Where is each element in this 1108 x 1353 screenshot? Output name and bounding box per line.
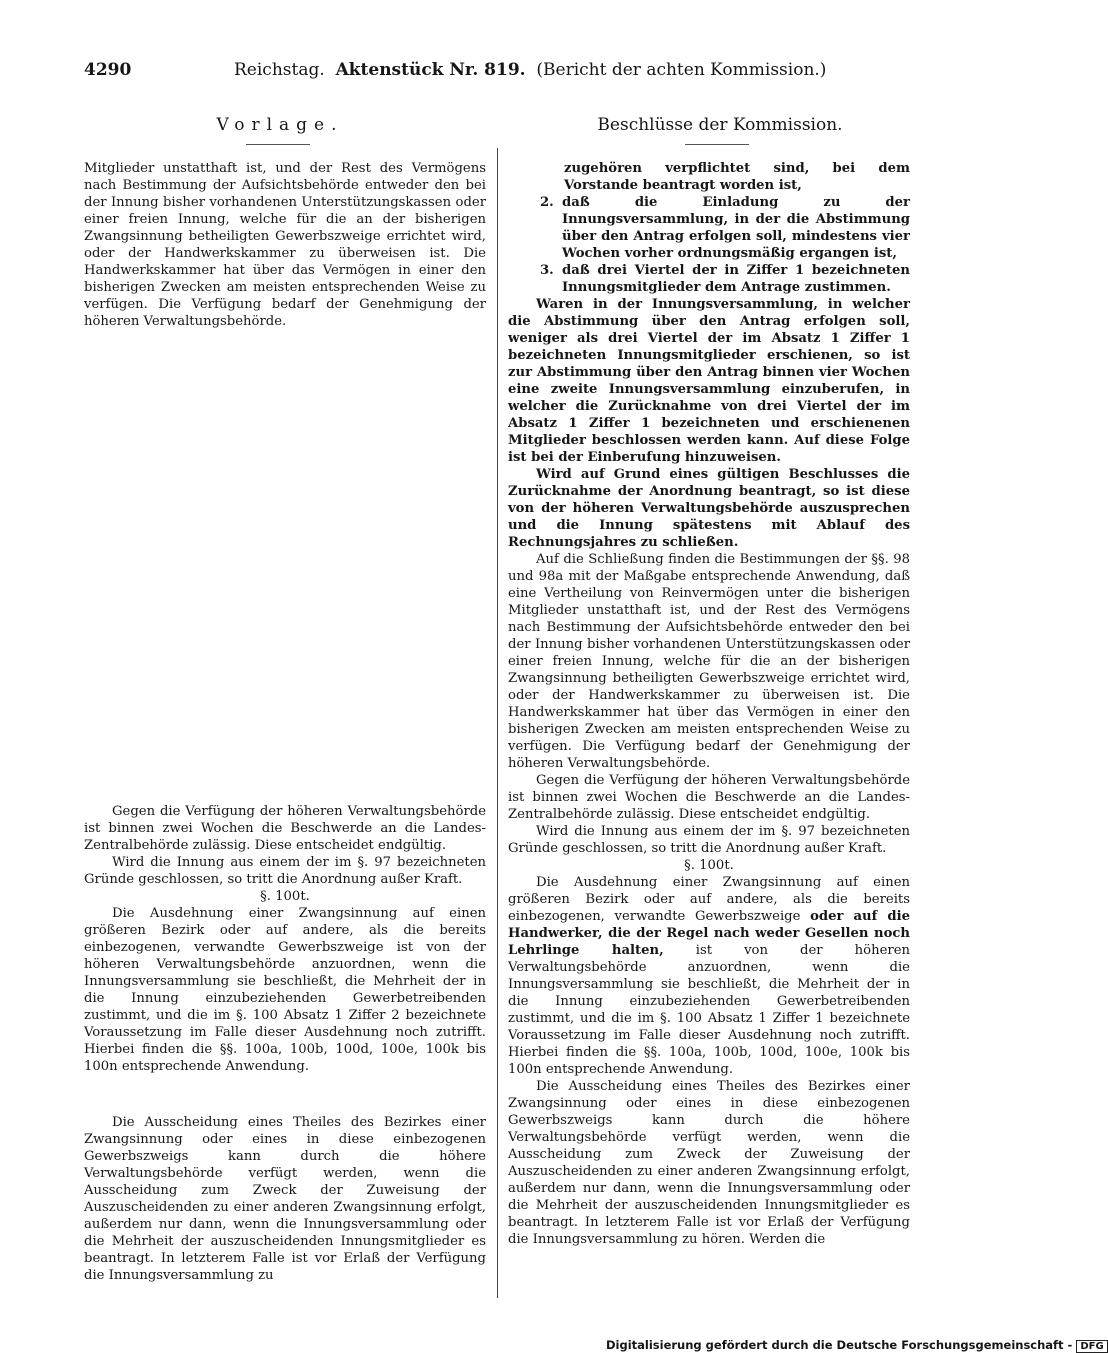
digitization-footer	[606, 1338, 1104, 1353]
separation-paragraph: Die Ausscheidung eines Theiles des Bezirkes einer Zwangsinnung oder eines in diese einbezogenen Gewerbszweigs kann durch die höhere Verwaltungsbehörde verfügt werden, wenn die Ausscheidung zum Zweck der Zuweisung der Auszuscheidenden zu einer anderen Zwangsinnung erfolgt, außerdem nur dann, wenn die Innungsversammlung oder die Mehrheit der auszuscheidenden Innungsmitglieder es beantragt. In letzterem Falle ist vor Erlaß der Verfügung die Innungsversammlung zu hören. Werden die	[508, 1079, 910, 1247]
closure-paragraph: Auf die Schließung finden die Bestimmungen der §§. 98 und 98a mit der Maßgabe entsprechende Anwendung, daß eine Vertheilung von Reinvermögen unter die bisherigen Mitglieder unstatthaft ist, und der Rest des Vermögens nach Bestimmung der Aufsichtsbehörde entweder den bei der Innung bisher vorhandenen Unterstützungskassen oder einer freien Innung, welche für die an der bisherigen Zwangsinnung betheiligten Gewerbszweige errichtet wird, oder der Handwerkskammer zu überweisen ist. Die Handwerkskammer hat über das Vermögen in einer den bisherigen Zwecken am meisten entsprechenden Weise zu verfügen. Die Verfügung bedarf der Genehmigung der höheren Verwaltungsbehörde.	[508, 552, 910, 771]
column-divider	[497, 148, 498, 1298]
list-item	[508, 194, 910, 262]
left-separation-block	[84, 1114, 486, 1284]
list-item	[508, 262, 910, 296]
footer-credit: Digitalisierung gefördert durch die Deutsche Forschungsgemeinschaft -	[606, 1338, 1073, 1352]
dissolve-paragraph: Wird die Innung aus einem der im §. 97 bezeichneten Gründe geschlossen, so tritt die Anordnung außer Kraft.	[84, 855, 486, 887]
second-vote-paragraph: Waren in der Innungsversammlung, in welcher die Abstimmung über den Antrag erfolgen soll, weniger als drei Viertel der im Absatz 1 Ziffer 1 bezeichneten Innungsmitglieder erschienen, so ist zur Abstimmung über den Antrag binnen vier Wochen eine zweite Innungsversammlung einzuberufen, in welcher die Zurücknahme von drei Viertel der im Absatz 1 Ziffer 1 bezeichneten und erschienenen Mitglieder beschlossen werden kann. Auf diese Folge ist bei der Einberufung hinzuweisen.	[508, 297, 910, 465]
left-appeal-block	[84, 803, 486, 1075]
appeal-paragraph: Gegen die Verfügung der höheren Verwaltungsbehörde ist binnen zwei Wochen die Beschwerde an die Landes-Zentralbehörde zulässig. Diese entscheidet endgültig.	[84, 804, 486, 853]
list-text: daß die Einladung zu der Innungsversammlung, in der die Abstimmung über den Antrag erfolgen soll, mindestens vier Wochen vorher ordnungsmäßig ergangen ist,	[562, 195, 910, 261]
dissolve-paragraph: Wird die Innung aus einem der im §. 97 bezeichneten Gründe geschlossen, so tritt die Anordnung außer Kraft.	[508, 824, 910, 856]
extension-text: ist von der höheren Verwaltungsbehörde anzuordnen, wenn die Innungsversammlung sie beschließt, die Mehrheit der in die Innung einzubeziehenden Gewerbetreibenden zustimmt, und die im §. 100 Absatz 1 Ziffer 1 bezeichnete Voraussetzung im Falle dieser Ausdehnung noch zutrifft. Hierbei finden die §§. 100a, 100b, 100d, 100e, 100k bis 100n entsprechende Anwendung.	[508, 943, 910, 1077]
extension-paragraph	[508, 874, 910, 1078]
list-number: 3.	[540, 263, 554, 278]
section-heading: §. 100t.	[684, 858, 734, 873]
page-number: 4290	[84, 60, 132, 80]
reichstag-label: Reichstag.	[234, 60, 325, 80]
list-text: daß drei Viertel der in Ziffer 1 bezeichneten Innungsmitglieder dem Antrage zustimmen.	[562, 263, 910, 295]
dfg-logo-icon: DFG	[1076, 1340, 1107, 1353]
extension-paragraph: Die Ausdehnung einer Zwangsinnung auf einen größeren Bezirk oder auf andere, als die bereits einbezogenen, verwandte Gewerbszweige ist von der höheren Verwaltungsbehörde anzuordnen, wenn die Innungsversammlung sie beschließt, die Mehrheit der in die Innung einzubeziehenden Gewerbetreibenden zustimmt, und die im §. 100 Absatz 1 Ziffer 2 bezeichnete Voraussetzung im Falle dieser Ausdehnung noch zutrifft. Hierbei finden die §§. 100a, 100b, 100d, 100e, 100k bis 100n entsprechende Anwendung.	[84, 906, 486, 1074]
section-heading: §. 100t.	[260, 889, 310, 904]
right-column	[508, 160, 910, 1248]
continuation-text: zugehören verpflichtet sind, bei dem Vorstande beantragt worden ist,	[564, 161, 910, 193]
left-top-paragraph	[84, 160, 486, 330]
separation-paragraph: Die Ausscheidung eines Theiles des Bezirkes einer Zwangsinnung oder eines in diese einbezogenen Gewerbszweigs kann durch die höhere Verwaltungsbehörde verfügt werden, wenn die Ausscheidung zum Zweck der Zuweisung der Auszuscheidenden zu einer anderen Zwangsinnung erfolgt, außerdem nur dann, wenn die Innungsversammlung oder die Mehrheit der auszuscheidenden Innungsmitglieder es beantragt. In letzterem Falle ist vor Erlaß der Verfügung die Innungsversammlung zu	[84, 1115, 486, 1283]
page-header	[84, 60, 914, 86]
report-label: (Bericht der achten Kommission.)	[536, 60, 827, 80]
list-number: 2.	[540, 195, 554, 210]
revocation-paragraph: Wird auf Grund eines gültigen Beschlusses die Zurücknahme der Anordnung beantragt, so ist diese von der höheren Verwaltungsbehörde auszusprechen und die Innung spätestens mit Ablauf des Rechnungsjahres zu schließen.	[508, 467, 910, 550]
running-title	[234, 60, 826, 80]
extension-text: Die Ausdehnung einer Zwangsinnung auf einen größeren Bezirk oder auf andere, als die bereits einbezogenen, verwandte Gewerbszweige	[508, 875, 910, 924]
extension-amendment: oder auf die Handwerker, die der Regel nach weder Gesellen noch Lehrlinge halten,	[508, 909, 910, 958]
paragraph: Mitglieder unstatthaft ist, und der Rest des Vermögens nach Bestimmung der Aufsichtsbehörde entweder den bei der Innung bisher vorhandenen Unterstützungskassen oder einer freien Innung, welche für die an der bisherigen Zwangsinnung betheiligten Gewerbszweige errichtet wird, oder der Handwerkskammer zu überweisen ist. Die Handwerkskammer hat über das Vermögen in einer den bisherigen Zwecken am meisten entsprechenden Weise zu verfügen. Die Verfügung bedarf der Genehmigung der höheren Verwaltungsbehörde.	[84, 161, 486, 329]
document-number: Aktenstück Nr. 819.	[335, 60, 526, 80]
appeal-paragraph: Gegen die Verfügung der höheren Verwaltungsbehörde ist binnen zwei Wochen die Beschwerde an die Landes-Zentralbehörde zulässig. Diese entscheidet endgültig.	[508, 773, 910, 822]
right-title-rule	[685, 144, 749, 145]
right-column-title: Beschlüsse der Kommission.	[597, 115, 843, 135]
left-column-title: Vorlage.	[216, 115, 344, 135]
left-title-rule	[246, 144, 310, 145]
